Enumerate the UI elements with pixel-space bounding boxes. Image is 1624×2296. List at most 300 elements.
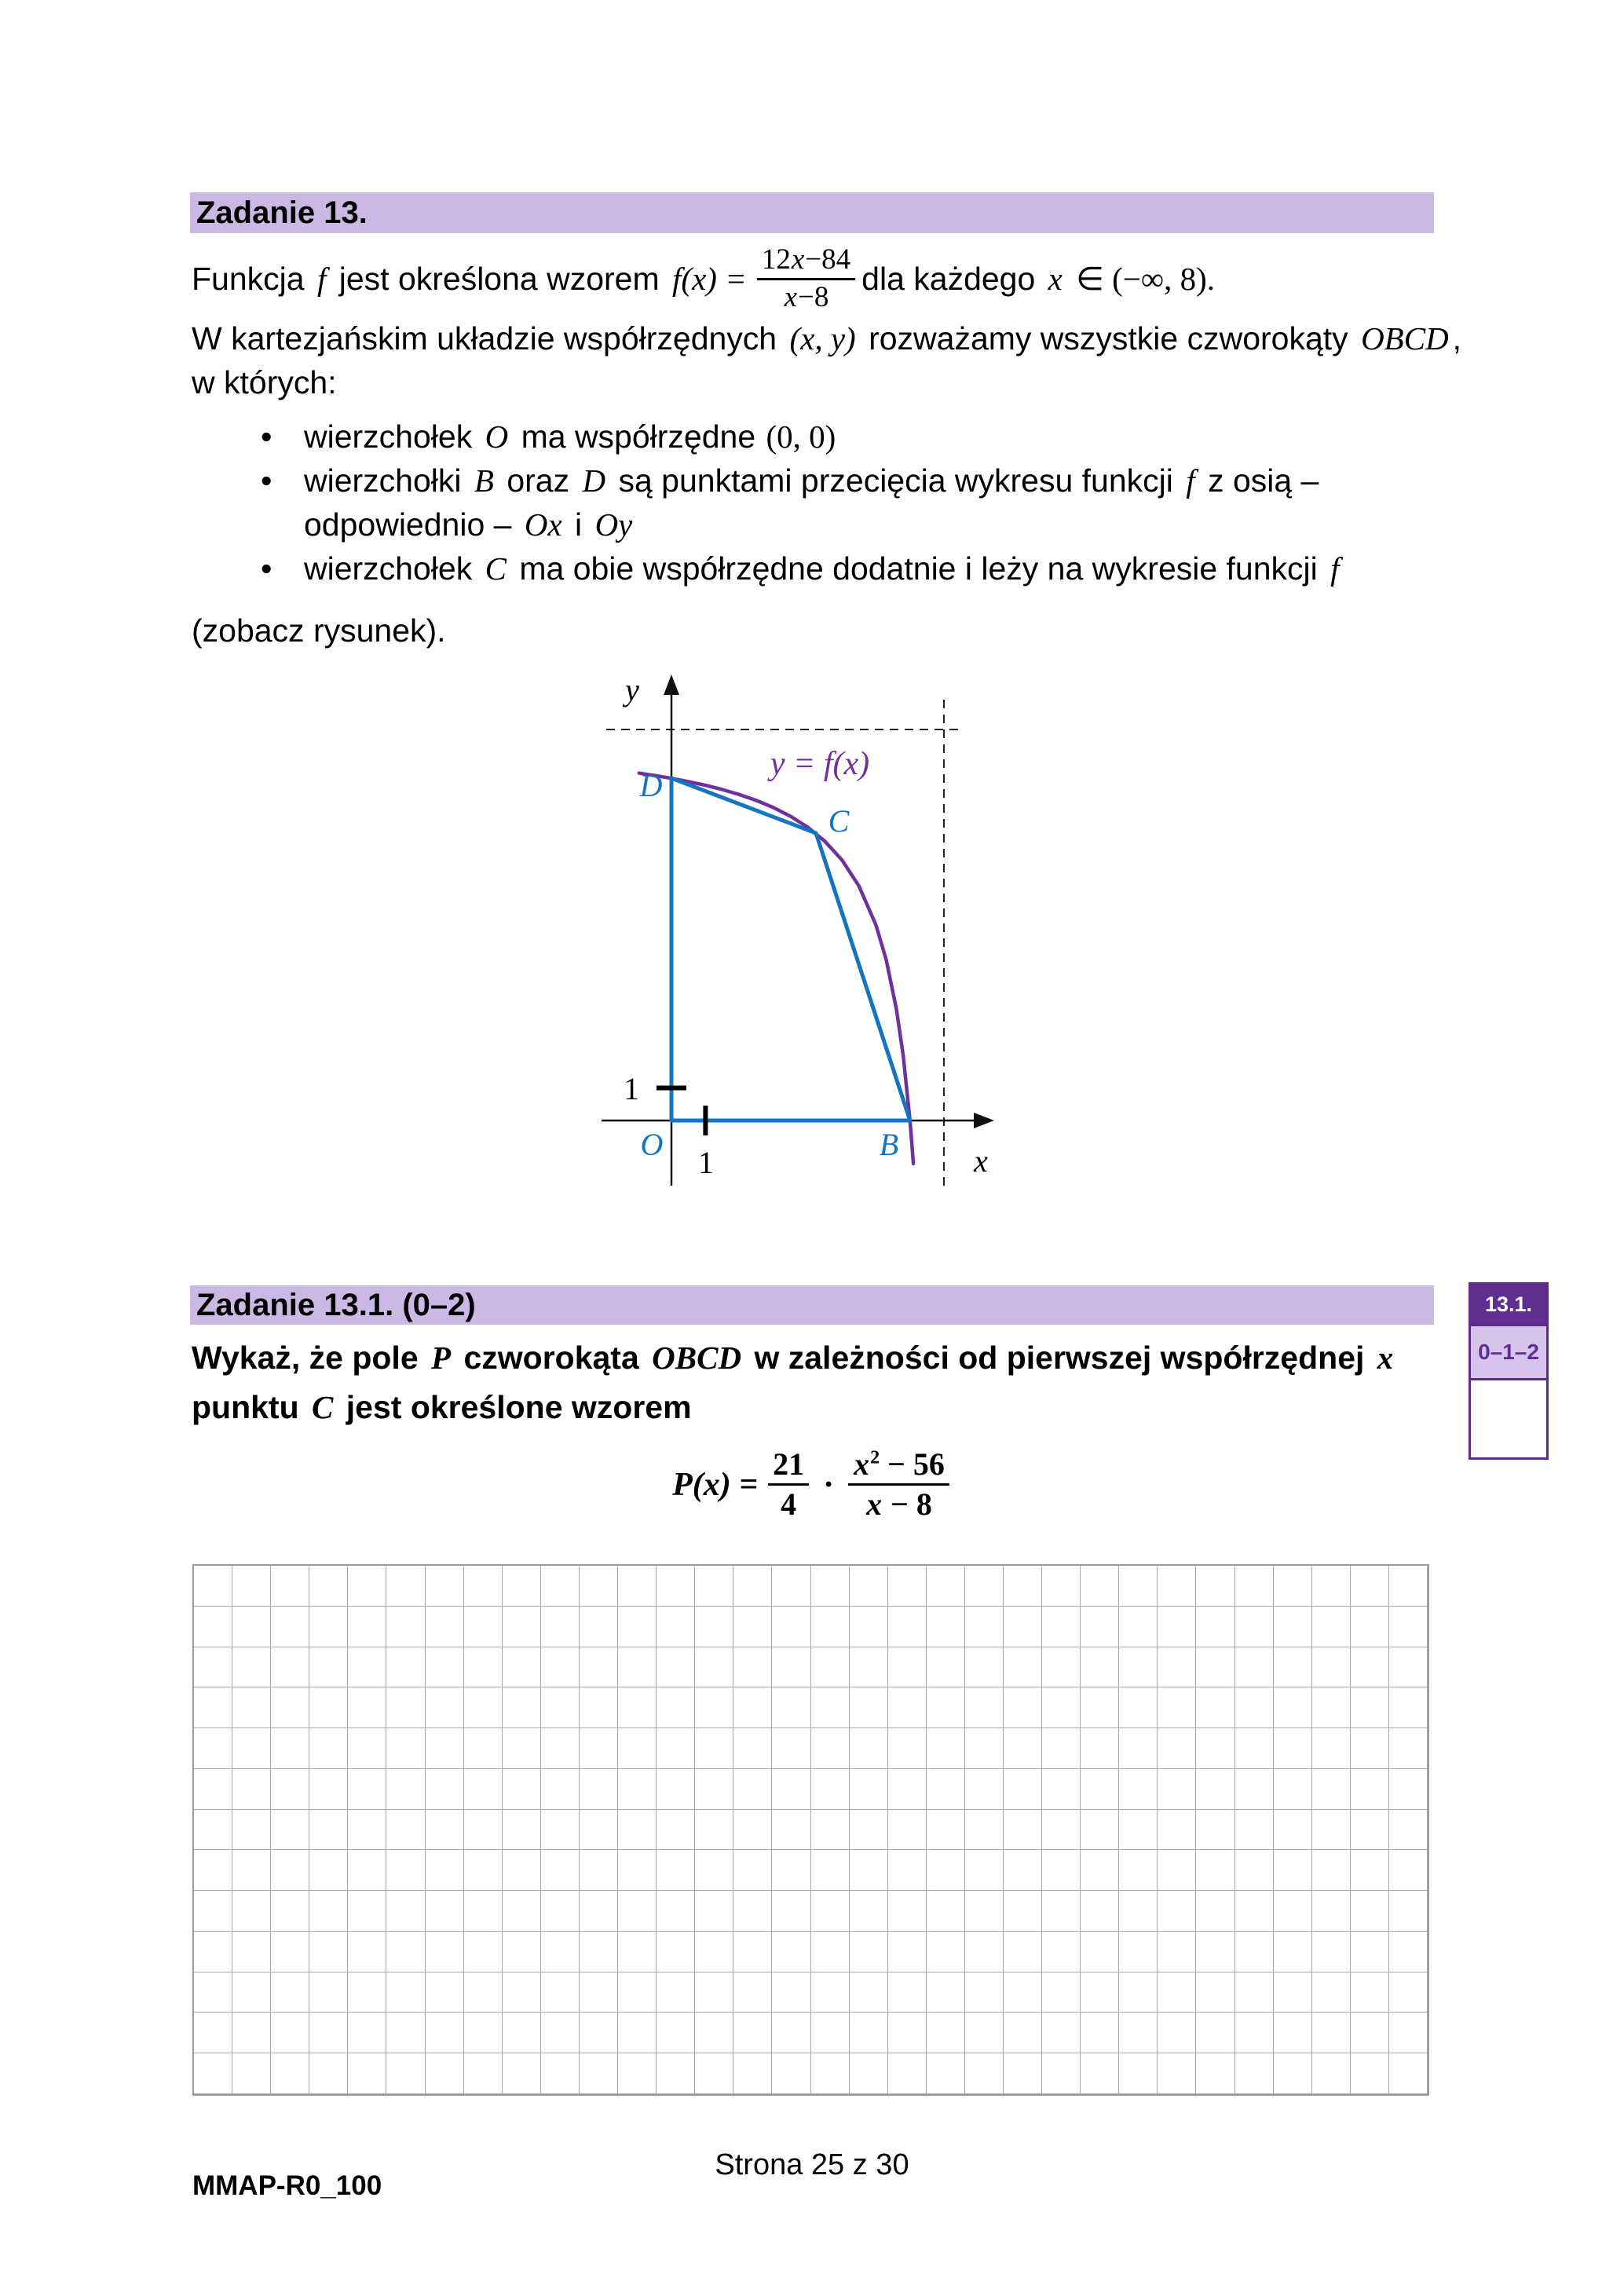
- grid-cell: [541, 1850, 580, 1891]
- grid-cell: [1196, 1687, 1234, 1728]
- grid-cell: [1081, 1810, 1119, 1851]
- grid-cell: [811, 1810, 850, 1851]
- grid-cell: [464, 1810, 503, 1851]
- page-number: Strona 25 z 30: [715, 2148, 909, 2181]
- grid-cell: [618, 1769, 657, 1810]
- grid-cell: [695, 1932, 733, 1972]
- grid-cell: [232, 1850, 271, 1891]
- grid-cell: [426, 1728, 464, 1769]
- x-axis-label: x: [974, 1143, 988, 1179]
- grid-cell: [1312, 1850, 1351, 1891]
- grid-cell: [194, 1932, 232, 1972]
- grid-cell: [965, 2013, 1004, 2053]
- grid-cell: [1235, 1607, 1274, 1647]
- grid-cell: [618, 1850, 657, 1891]
- grid-cell: [965, 1607, 1004, 1647]
- grid-cell: [386, 2013, 425, 2053]
- grid-cell: [464, 1647, 503, 1688]
- grid-cell: [850, 1728, 888, 1769]
- grid-cell: [580, 1810, 618, 1851]
- grid-cell: [657, 1932, 695, 1972]
- grid-cell: [1235, 1769, 1274, 1810]
- grid-cell: [1351, 1810, 1389, 1851]
- grid-cell: [348, 1891, 386, 1932]
- grid-cell: [1042, 2013, 1081, 2053]
- grid-cell: [309, 1647, 348, 1688]
- grid-cell: [541, 1769, 580, 1810]
- grid-cell: [541, 1647, 580, 1688]
- grid-cell: [541, 1932, 580, 1972]
- grid-cell: [1351, 1891, 1389, 1932]
- grid-cell: [580, 1566, 618, 1607]
- grid-cell: [1004, 1687, 1042, 1728]
- grid-cell: [772, 1607, 810, 1647]
- grid-cell: [733, 2013, 772, 2053]
- grid-cell: [733, 1932, 772, 1972]
- grid-cell: [850, 1850, 888, 1891]
- grid-cell: [927, 1728, 965, 1769]
- grid-cell: [1081, 1728, 1119, 1769]
- grid-cell: [1042, 1810, 1081, 1851]
- grid-cell: [1196, 1972, 1234, 2013]
- grid-cell: [695, 2053, 733, 2094]
- multiplication-dot: ·: [823, 1466, 835, 1503]
- formula-lhs: P(x) =: [672, 1466, 759, 1503]
- grid-cell: [1004, 2013, 1042, 2053]
- grid-cell: [888, 1932, 927, 1972]
- fraction-numerator: $x^2 - 56$: [848, 1446, 949, 1486]
- grid-cell: [503, 1810, 541, 1851]
- grid-cell: [232, 1647, 271, 1688]
- grid-cell: [1196, 1810, 1234, 1851]
- grid-cell: [618, 1891, 657, 1932]
- grid-cell: [386, 1810, 425, 1851]
- grid-cell: [1158, 2013, 1196, 2053]
- grid-cell: [695, 1607, 733, 1647]
- grid-cell: [1389, 1566, 1428, 1607]
- grid-cell: [772, 1810, 810, 1851]
- grid-cell: [386, 1647, 425, 1688]
- grid-cell: [1312, 1810, 1351, 1851]
- grid-cell: [271, 1728, 309, 1769]
- grid-cell: [1389, 2053, 1428, 2094]
- grid-cell: [1081, 1891, 1119, 1932]
- grid-cell: [194, 1728, 232, 1769]
- grid-cell: [1158, 2053, 1196, 2094]
- task-13-header: [190, 192, 1434, 233]
- grid-cell: [657, 1607, 695, 1647]
- exam-sheet-code: MMAP-R0_100: [192, 2170, 382, 2201]
- grid-cell: [1158, 1728, 1196, 1769]
- grid-cell: [1119, 1850, 1158, 1891]
- grid-cell: [1196, 1932, 1234, 1972]
- y-axis-label: y: [625, 672, 639, 707]
- grid-cell: [348, 1687, 386, 1728]
- grid-cell: [965, 1687, 1004, 1728]
- grid-cell: [1235, 1687, 1274, 1728]
- grid-cell: [1158, 1566, 1196, 1607]
- grid-cell: [695, 1728, 733, 1769]
- grid-cell: [580, 1687, 618, 1728]
- grid-cell: [850, 1566, 888, 1607]
- grid-cell: [1042, 1972, 1081, 2013]
- grid-cell: [1158, 1850, 1196, 1891]
- grid-cell: [1004, 1647, 1042, 1688]
- grid-cell: [503, 1972, 541, 2013]
- grid-cell: [1274, 1769, 1312, 1810]
- grid-cell: [541, 2013, 580, 2053]
- grid-cell: [464, 2013, 503, 2053]
- grid-cell: [386, 1687, 425, 1728]
- grid-cell: [541, 1972, 580, 2013]
- point-b-label: B: [879, 1127, 899, 1162]
- grid-cell: [1351, 1647, 1389, 1688]
- grid-cell: [927, 1850, 965, 1891]
- grid-cell: [1081, 1647, 1119, 1688]
- task-13-1-title: Zadanie 13.1. (0–2): [196, 1287, 476, 1322]
- grid-cell: [811, 1769, 850, 1810]
- grid-cell: [541, 1687, 580, 1728]
- grid-cell: [271, 1810, 309, 1851]
- grid-cell: [386, 1566, 425, 1607]
- grid-cell: [1119, 1972, 1158, 2013]
- grid-cell: [1119, 1769, 1158, 1810]
- grid-cell: [232, 1891, 271, 1932]
- grid-cell: [194, 1566, 232, 1607]
- grid-cell: [811, 1850, 850, 1891]
- grid-cell: [1312, 1566, 1351, 1607]
- grid-cell: [657, 1972, 695, 2013]
- grid-cell: [811, 1932, 850, 1972]
- grid-cell: [309, 1769, 348, 1810]
- grid-cell: [1042, 1566, 1081, 1607]
- grid-cell: [618, 2053, 657, 2094]
- grid-cell: [1196, 1566, 1234, 1607]
- grid-cell: [1042, 2053, 1081, 2094]
- grid-cell: [1274, 2013, 1312, 2053]
- grid-cell: [1119, 1891, 1158, 1932]
- grid-cell: [1042, 1932, 1081, 1972]
- grid-cell: [1389, 1647, 1428, 1688]
- grid-cell: [271, 1891, 309, 1932]
- grid-cell: [965, 1769, 1004, 1810]
- grid-cell: [541, 1566, 580, 1607]
- grid-cell: [271, 1972, 309, 2013]
- grid-cell: [1004, 1810, 1042, 1851]
- grid-cell: [503, 1728, 541, 1769]
- grid-cell: [1235, 1728, 1274, 1769]
- grid-cell: [1235, 1972, 1274, 2013]
- grid-cell: [1196, 1769, 1234, 1810]
- grid-cell: [1274, 1607, 1312, 1647]
- grid-cell: [927, 1810, 965, 1851]
- grid-cell: [811, 1566, 850, 1607]
- grid-cell: [772, 1932, 810, 1972]
- grid-cell: [1081, 1566, 1119, 1607]
- grid-cell: [309, 1972, 348, 2013]
- grid-cell: [772, 1728, 810, 1769]
- task-13-1-statement: Wykaż, że pole P czworokąta OBCD w zależności od pierwszej współrzędnej x punktu C jest określone wzorem: [192, 1340, 1394, 1425]
- grid-cell: [194, 1891, 232, 1932]
- grid-cell: [772, 2013, 810, 2053]
- grid-cell: [464, 1687, 503, 1728]
- grid-cell: [580, 1932, 618, 1972]
- grid-cell: [1351, 1972, 1389, 2013]
- grid-cell: [850, 2053, 888, 2094]
- grid-cell: [888, 1647, 927, 1688]
- intro-text-post: dla każdego x ∈ (−∞, 8).: [861, 261, 1215, 298]
- grid-cell: [271, 2053, 309, 2094]
- grid-cell: [772, 1769, 810, 1810]
- grid-cell: [733, 1810, 772, 1851]
- grid-cell: [618, 1566, 657, 1607]
- grid-cell: [1119, 1607, 1158, 1647]
- grid-cell: [965, 1810, 1004, 1851]
- grid-cell: [503, 2053, 541, 2094]
- grid-cell: [194, 1972, 232, 2013]
- grid-cell: [503, 1850, 541, 1891]
- score-box-points-scale: 0–1–2: [1471, 1324, 1546, 1380]
- grid-cell: [580, 1972, 618, 2013]
- grid-cell: [1274, 2053, 1312, 2094]
- grid-cell: [1389, 2013, 1428, 2053]
- function-formula-fraction: [757, 243, 855, 314]
- grid-cell: [1274, 1647, 1312, 1688]
- grid-cell: [426, 1647, 464, 1688]
- grid-cell: [1119, 1687, 1158, 1728]
- grid-cell: [1042, 1687, 1081, 1728]
- grid-cell: [888, 1687, 927, 1728]
- grid-cell: [386, 1891, 425, 1932]
- grid-cell: [1004, 2053, 1042, 2094]
- grid-cell: [772, 1566, 810, 1607]
- grid-cell: [618, 1687, 657, 1728]
- grid-cell: [888, 1972, 927, 2013]
- formula-fraction-21-4: [768, 1446, 809, 1523]
- grid-cell: [1274, 1687, 1312, 1728]
- grid-cell: [1158, 1932, 1196, 1972]
- grid-cell: [503, 1891, 541, 1932]
- grid-cell: [811, 1647, 850, 1688]
- grid-cell: [1004, 1891, 1042, 1932]
- grid-cell: [348, 1566, 386, 1607]
- grid-cell: [1158, 1972, 1196, 2013]
- grid-cell: [1119, 1932, 1158, 1972]
- grid-cell: [1081, 1769, 1119, 1810]
- grid-cell: [1196, 2053, 1234, 2094]
- grid-cell: [1004, 1769, 1042, 1810]
- grid-cell: [888, 1769, 927, 1810]
- fraction-numerator: 21: [768, 1446, 809, 1486]
- grid-cell: [309, 1728, 348, 1769]
- grid-cell: [271, 1932, 309, 1972]
- grid-cell: [232, 1687, 271, 1728]
- grid-cell: [580, 2013, 618, 2053]
- grid-cell: [232, 1769, 271, 1810]
- grid-cell: [464, 1728, 503, 1769]
- grid-cell: [1312, 1647, 1351, 1688]
- task-13-1-header: [190, 1285, 1434, 1325]
- grid-cell: [580, 1607, 618, 1647]
- area-formula: [0, 1446, 1624, 1523]
- grid-cell: [1196, 1647, 1234, 1688]
- grid-cell: [348, 1769, 386, 1810]
- score-box: [1469, 1282, 1549, 1460]
- grid-cell: [657, 1769, 695, 1810]
- grid-cell: [541, 1607, 580, 1647]
- grid-cell: [850, 1972, 888, 2013]
- grid-cell: [772, 1647, 810, 1688]
- grid-cell: [194, 2013, 232, 2053]
- grid-cell: [232, 1972, 271, 2013]
- grid-cell: [1004, 1607, 1042, 1647]
- grid-cell: [1081, 2013, 1119, 2053]
- grid-cell: [1312, 1607, 1351, 1647]
- grid-cell: [194, 1769, 232, 1810]
- grid-cell: [733, 1891, 772, 1932]
- grid-cell: [1235, 2013, 1274, 2053]
- grid-cell: [1235, 1810, 1274, 1851]
- grid-cell: [386, 1932, 425, 1972]
- grid-cell: [194, 1850, 232, 1891]
- grid-cell: [1119, 1728, 1158, 1769]
- grid-cell: [580, 1769, 618, 1810]
- fraction-numerator: 12x−84: [757, 243, 855, 280]
- grid-cell: [1351, 1566, 1389, 1607]
- task-13-bullet-list: [192, 415, 1464, 590]
- grid-cell: [618, 1607, 657, 1647]
- grid-cell: [657, 1891, 695, 1932]
- grid-cell: [1274, 1728, 1312, 1769]
- bullet-item-2: • wierzchołki B oraz D są punktami przecięcia wykresu funkcji f z osią – odpowiednio – Ox i Oy: [192, 459, 1464, 547]
- grid-cell: [1235, 1850, 1274, 1891]
- grid-cell: [811, 1728, 850, 1769]
- grid-cell: [1312, 1728, 1351, 1769]
- grid-cell: [426, 2053, 464, 2094]
- grid-cell: [1389, 1607, 1428, 1647]
- grid-cell: [1235, 1932, 1274, 1972]
- grid-cell: [965, 2053, 1004, 2094]
- grid-cell: [309, 1607, 348, 1647]
- grid-cell: [1004, 1932, 1042, 1972]
- grid-cell: [1235, 2053, 1274, 2094]
- grid-cell: [580, 1891, 618, 1932]
- grid-cell: [695, 1972, 733, 2013]
- grid-cell: [927, 1647, 965, 1688]
- task-13-intro: [192, 243, 1216, 314]
- grid-cell: [580, 1728, 618, 1769]
- grid-cell: [386, 1769, 425, 1810]
- grid-cell: [695, 1566, 733, 1607]
- grid-cell: [426, 1769, 464, 1810]
- grid-cell: [1042, 1647, 1081, 1688]
- grid-cell: [348, 1850, 386, 1891]
- grid-cell: [232, 1607, 271, 1647]
- grid-cell: [503, 2013, 541, 2053]
- grid-cell: [1158, 1607, 1196, 1647]
- grid-cell: [541, 2053, 580, 2094]
- grid-cell: [464, 1769, 503, 1810]
- grid-cell: [503, 1932, 541, 1972]
- grid-cell: [1274, 1932, 1312, 1972]
- grid-cell: [309, 1687, 348, 1728]
- grid-cell: [580, 2053, 618, 2094]
- grid-cell: [1389, 1891, 1428, 1932]
- grid-cell: [695, 1850, 733, 1891]
- grid-cell: [309, 1566, 348, 1607]
- grid-cell: [1235, 1566, 1274, 1607]
- grid-cell: [232, 1932, 271, 1972]
- grid-cell: [1351, 1728, 1389, 1769]
- grid-cell: [426, 1687, 464, 1728]
- grid-cell: [1274, 1972, 1312, 2013]
- grid-cell: [1004, 1566, 1042, 1607]
- grid-cell: [1312, 2013, 1351, 2053]
- grid-cell: [271, 1687, 309, 1728]
- grid-cell: [772, 2053, 810, 2094]
- quadrilateral-obcd: [671, 778, 910, 1121]
- grid-cell: [271, 1769, 309, 1810]
- grid-cell: [965, 1891, 1004, 1932]
- grid-cell: [888, 1566, 927, 1607]
- grid-cell: [232, 2053, 271, 2094]
- grid-cell: [1235, 1891, 1274, 1932]
- grid-cell: [309, 1810, 348, 1851]
- grid-cell: [618, 1932, 657, 1972]
- grid-cell: [850, 1932, 888, 1972]
- grid-cell: [232, 1728, 271, 1769]
- point-d-label: D: [639, 768, 663, 803]
- grid-cell: [1312, 2053, 1351, 2094]
- grid-cell: [348, 1932, 386, 1972]
- grid-cell: [386, 1607, 425, 1647]
- grid-cell: [1351, 1932, 1389, 1972]
- grid-cell: [1196, 1891, 1234, 1932]
- grid-cell: [232, 2013, 271, 2053]
- grid-cell: [927, 1687, 965, 1728]
- grid-cell: [541, 1891, 580, 1932]
- grid-cell: [888, 2013, 927, 2053]
- grid-cell: [1081, 1932, 1119, 1972]
- grid-cell: [811, 2053, 850, 2094]
- grid-cell: [580, 1850, 618, 1891]
- grid-cell: [309, 1891, 348, 1932]
- grid-cell: [1081, 1607, 1119, 1647]
- grid-cell: [348, 2013, 386, 2053]
- grid-cell: [1274, 1810, 1312, 1851]
- grid-cell: [426, 1972, 464, 2013]
- grid-cell: [657, 2013, 695, 2053]
- grid-cell: [657, 1647, 695, 1688]
- grid-cell: [1042, 1850, 1081, 1891]
- grid-cell: [965, 1647, 1004, 1688]
- point-c-label: C: [828, 803, 850, 839]
- grid-cell: [464, 1850, 503, 1891]
- grid-cell: [965, 1728, 1004, 1769]
- grid-cell: [1389, 1810, 1428, 1851]
- grid-cell: [348, 2053, 386, 2094]
- grid-cell: [657, 1728, 695, 1769]
- y-tick-label: 1: [624, 1071, 639, 1106]
- grid-cell: [850, 1647, 888, 1688]
- grid-cell: [850, 1769, 888, 1810]
- fraction-denominator: x−8: [784, 280, 829, 313]
- grid-cell: [888, 1891, 927, 1932]
- grid-cell: [965, 1566, 1004, 1607]
- grid-cell: [194, 1607, 232, 1647]
- see-figure-note: (zobacz rysunek).: [192, 612, 446, 649]
- grid-cell: [733, 1769, 772, 1810]
